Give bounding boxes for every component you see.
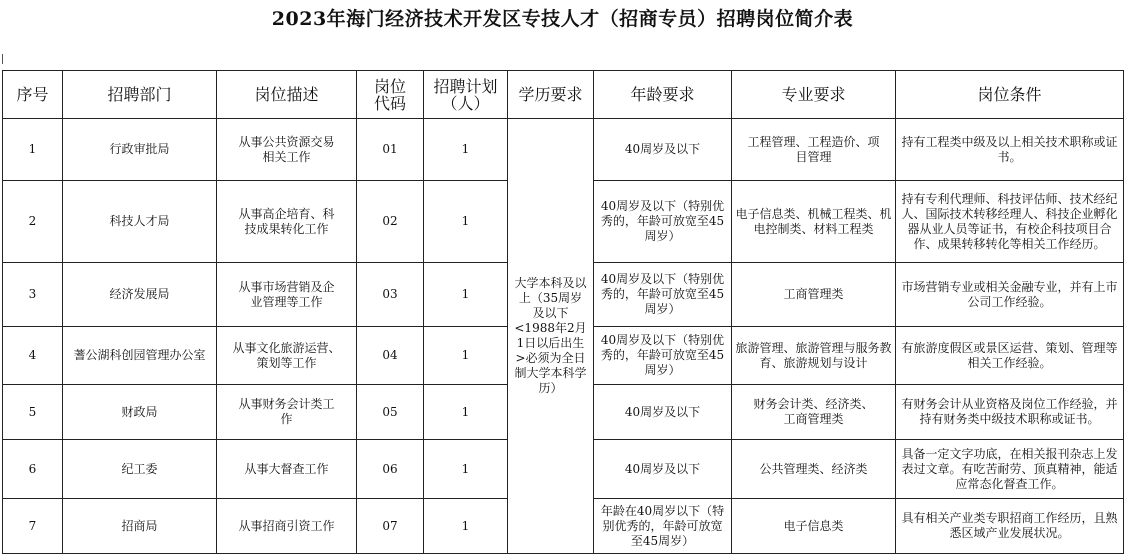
cell-desc: 从事公共资源交易相关工作 [217,119,357,181]
cell-major: 电子信息类 [732,499,896,554]
cell-major: 公共管理类、经济类 [732,440,896,499]
cell-age: 40周岁及以下（特别优秀的，年龄可放宽至45周岁） [594,181,732,263]
header-seq: 序号 [3,71,63,119]
header-code: 岗位代码 [357,71,424,119]
cell-cond: 具有相关产业类专职招商工作经历，且熟悉区域产业发展状况。 [896,499,1124,554]
cell-age: 40周岁及以下 [594,119,732,181]
cell-age: 40周岁及以下（特别优秀的，年龄可放宽至45周岁） [594,263,732,327]
cell-code: 05 [357,385,424,440]
cell-dept: 科技人才局 [63,181,217,263]
cell-plan: 1 [424,181,508,263]
cell-education: 大学本科及以上（35周岁及以下<1988年2月1日以后出生>必须为全日制大学本科学历） [508,119,594,554]
margin-mark [2,54,3,64]
cell-plan: 1 [424,499,508,554]
cell-plan: 1 [424,440,508,499]
cell-code: 03 [357,263,424,327]
cell-major: 工商管理类 [732,263,896,327]
cell-dept: 蓍公湖科创园管理办公室 [63,327,217,385]
cell-desc: 从事高企培育、科技成果转化工作 [217,181,357,263]
cell-dept: 经济发展局 [63,263,217,327]
cell-seq: 5 [3,385,63,440]
cell-dept: 行政审批局 [63,119,217,181]
cell-cond: 市场营销专业或相关金融专业，并有上市公司工作经验。 [896,263,1124,327]
cell-seq: 2 [3,181,63,263]
cell-code: 06 [357,440,424,499]
header-dept: 招聘部门 [63,71,217,119]
cell-seq: 4 [3,327,63,385]
page-title: 2023年海门经济技术开发区专技人才（招商专员）招聘岗位简介表 [271,8,854,30]
cell-seq: 3 [3,263,63,327]
cell-major: 工程管理、工程造价、项目管理 [732,119,896,181]
cell-dept: 招商局 [63,499,217,554]
cell-dept: 财政局 [63,385,217,440]
cell-plan: 1 [424,385,508,440]
table-header-row [3,71,1124,119]
cell-cond: 具备一定文字功底，在相关报刊杂志上发表过文章。有吃苦耐劳、顶真精神，能适应常态化督查工作。 [896,440,1124,499]
cell-code: 02 [357,181,424,263]
cell-code: 01 [357,119,424,181]
cell-desc: 从事招商引资工作 [217,499,357,554]
cell-plan: 1 [424,119,508,181]
cell-age: 年龄在40周岁以下（特别优秀的，年龄可放宽至45周岁） [594,499,732,554]
header-age: 年龄要求 [594,71,732,119]
cell-dept: 纪工委 [63,440,217,499]
header-plan: 招聘计划（人） [424,71,508,119]
cell-cond: 有财务会计从业资格及岗位工作经验，并持有财务类中级技术职称或证书。 [896,385,1124,440]
cell-plan: 1 [424,327,508,385]
cell-age: 40周岁及以下 [594,385,732,440]
cell-code: 07 [357,499,424,554]
cell-desc: 从事市场营销及企业管理等工作 [217,263,357,327]
cell-age: 40周岁及以下（特别优秀的，年龄可放宽至45周岁） [594,327,732,385]
cell-cond: 有旅游度假区或景区运营、策划、管理等相关工作经验。 [896,327,1124,385]
positions-table [2,70,1124,554]
cell-major: 电子信息类、机械工程类、机电控制类、材料工程类 [732,181,896,263]
header-edu: 学历要求 [508,71,594,119]
table-row [3,119,1124,181]
header-cond: 岗位条件 [896,71,1124,119]
cell-desc: 从事财务会计类工作 [217,385,357,440]
header-desc: 岗位描述 [217,71,357,119]
cell-desc: 从事文化旅游运营、策划等工作 [217,327,357,385]
cell-major: 财务会计类、经济类、工商管理类 [732,385,896,440]
cell-seq: 6 [3,440,63,499]
cell-age: 40周岁及以下 [594,440,732,499]
header-major: 专业要求 [732,71,896,119]
cell-code: 04 [357,327,424,385]
cell-cond: 持有工程类中级及以上相关技术职称或证书。 [896,119,1124,181]
cell-seq: 7 [3,499,63,554]
cell-plan: 1 [424,263,508,327]
cell-major: 旅游管理、旅游管理与服务教育、旅游规划与设计 [732,327,896,385]
cell-desc: 从事大督查工作 [217,440,357,499]
cell-seq: 1 [3,119,63,181]
cell-cond: 持有专利代理师、科技评估师、技术经纪人、国际技术转移经理人、科技企业孵化器从业人员等证书，有校企科技项目合作、成果转移转化等相关工作经历。 [896,181,1124,263]
